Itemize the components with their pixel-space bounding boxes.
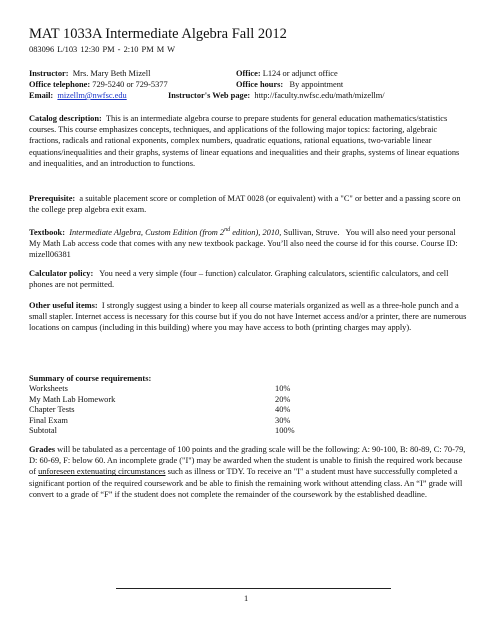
office-label: Office: [236,69,261,78]
table-row [29,426,295,437]
requirement-item: Final Exam [29,415,68,425]
hours-label: Office hours: [236,80,284,89]
table-row [29,416,295,427]
requirement-weight: 100% [275,426,295,436]
phone-value: 729-5240 or 729-5377 [92,80,168,89]
prerequisite-label: Prerequisite: [29,194,76,203]
calculator-section [29,268,469,290]
phone-label: Office telephone: [29,80,91,89]
requirement-item: Chapter Tests [29,405,75,415]
web-row [168,91,385,100]
web-label: Instructor's Web page: [168,91,251,100]
textbook-text: You will also need your personal My Math Lab access code that comes with any new textbook package. You’ll also need the course id for this course. Course ID: mizell06381 [29,227,458,260]
textbook-title: Intermediate Algebra, Custom Edition (from 2nd edition), 2010, [69,227,282,237]
office-row [236,69,338,78]
textbook-authors: Sullivan, Struve. [283,227,340,237]
other-items-text: I strongly suggest using a binder to keep all course materials organized as well as a three-hole punch and a small stapler. Internet access is necessary for this course but if you do not have Internet access and/or a printer, there are numerous locations on campus (including in this building) where you may have access to both (printing charges may apply). [29,301,467,333]
textbook-section [29,225,469,260]
textbook-label: Textbook: [29,227,65,237]
prerequisite-section [29,193,469,215]
table-row [29,405,295,416]
email-link[interactable]: mizellm@nwfsc.edu [57,91,127,100]
instructor-label: Instructor: [29,69,69,78]
grades-label: Grades [29,445,56,454]
calculator-label: Calculator policy: [29,269,94,278]
email-row [29,91,127,100]
requirement-weight: 30% [275,415,291,425]
grades-text-a: will be tabulated as a percentage of 100 points and the grading scale will be the following: A: 90-100, B: 80-89, C: 70-79, D: 60-69, F: below 60. An incomplete grade ("I") may be awarded when the student is unable to finish the required work because of [29,445,466,477]
phone-row [29,80,168,89]
requirements-heading: Summary of course requirements: [29,374,152,383]
requirement-item: My Math Lab Homework [29,394,116,404]
email-label: Email: [29,91,54,100]
requirement-weight: 10% [275,384,291,393]
footer-divider [116,588,391,589]
hours-value: By appointment [289,80,344,89]
catalog-label: Catalog description: [29,114,102,123]
requirements-table [29,384,295,437]
web-url: http://faculty.nwfsc.edu/math/mizellm/ [254,91,385,100]
prerequisite-text: a suitable placement score or completion of MAT 0028 (or equivalent) with a "C" or better and a passing score on the college prep algebra exit exam. [29,194,461,215]
grades-text-b: such as illness or TDY. To receive an "I" a student must have successfully completed a significant portion of the required coursework and be able to finish the remaining work without attending class. An “I” grade will convert to a grade of “F” if the student does not complete the remainder of the coursework by the established deadline. [29,467,463,499]
course-title: MAT 1033A Intermediate Algebra Fall 2012 [29,26,287,42]
requirement-item: Worksheets [29,384,68,393]
grades-underlined-text: unforeseen extenuating circumstances [38,467,166,477]
hours-row [236,80,343,89]
other-items-section [29,300,469,334]
other-items-label: Other useful items: [29,301,98,310]
requirement-weight: 20% [275,394,291,404]
table-row [29,395,295,406]
table-row [29,384,295,395]
requirement-weight: 40% [275,405,291,415]
instructor-name: Mrs. Mary Beth Mizell [72,69,151,78]
catalog-text: This is an intermediate algebra course to prepare students for general education mathematics/statistics courses. This course emphasizes concepts, techniques, and applications of the following major topics: factoring, algebraic fractions, radicals and rational exponents, complex numbers, quadratic equations, rational equations, two-variable linear equations/inequalities and their graphs, systems of linear equations and inequalities and their graphs, systems of linear equations and inequalities, and an introduction to functions. [29,114,460,168]
catalog-section [29,113,469,169]
grades-section [29,444,469,500]
office-value: L124 or adjunct office [262,69,338,78]
instructor-row [29,69,150,78]
page-number: 1 [244,594,249,603]
requirement-item: Subtotal [29,426,57,436]
calculator-text: You need a very simple (four – function) calculator. Graphing calculators, scientific calculators, and cell phones are not permitted. [29,269,449,290]
course-schedule: 083096 L/103 12:30 PM - 2:10 PM M W [29,45,176,54]
